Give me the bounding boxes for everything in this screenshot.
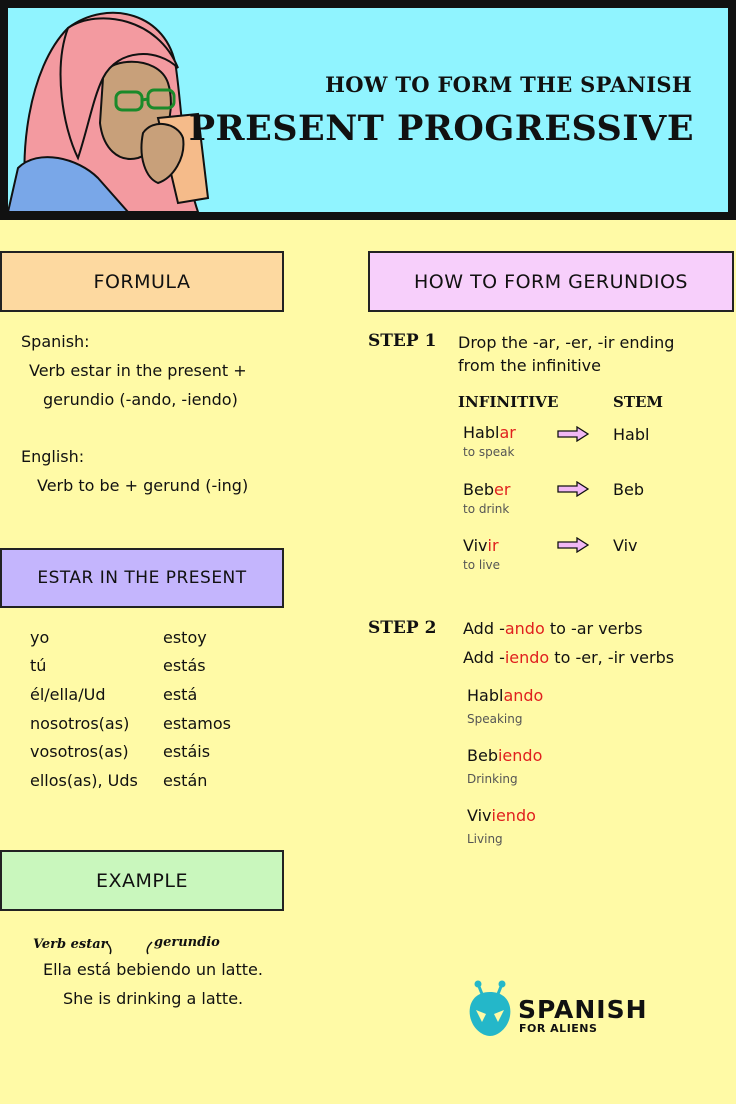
example-heading: EXAMPLE (96, 869, 188, 892)
estar-pronoun: vosotros(as) (30, 742, 129, 761)
infinitive-meaning: to speak (463, 445, 515, 459)
example-spanish: Ella está bebiendo un latte. (43, 960, 263, 979)
gerund-meaning: Living (467, 832, 503, 846)
header-title: PRESENT PROGRESSIVE (188, 108, 694, 149)
infinitive-verb: Hablar (463, 423, 516, 442)
header-panel (8, 8, 728, 212)
gerund-result: Hablando (467, 686, 544, 705)
note-arrow-icon (144, 940, 154, 956)
gerund-meaning: Speaking (467, 712, 523, 726)
step1-line1: Drop the -ar, -er, -ir ending (458, 333, 675, 352)
formula-spanish-line2: gerundio (-ando, -iendo) (43, 390, 238, 409)
header-subtitle: HOW TO FORM THE SPANISH (325, 72, 692, 97)
logo-line1: SPANISH (518, 995, 648, 1024)
estar-form: está (163, 685, 198, 704)
formula-heading-box (0, 251, 284, 312)
formula-heading: FORMULA (93, 270, 191, 293)
step1-label: STEP 1 (368, 331, 437, 351)
infinitive-meaning: to live (463, 558, 501, 572)
estar-pronoun: ellos(as), Uds (30, 771, 138, 790)
alien-logo-icon (466, 980, 514, 1040)
estar-pronoun: tú (30, 656, 47, 675)
right-arrow-icon (557, 537, 589, 553)
estar-pronoun: yo (30, 628, 50, 647)
stem-value: Habl (613, 425, 650, 444)
estar-form: estás (163, 656, 206, 675)
step2-line2: Add -iendo to -er, -ir verbs (463, 648, 675, 667)
stem-column-header: STEM (613, 393, 664, 411)
logo-line2: FOR ALIENS (519, 1022, 598, 1035)
stem-value: Beb (613, 480, 644, 499)
estar-pronoun: él/ella/Ud (30, 685, 106, 704)
estar-form: estamos (163, 714, 231, 733)
header-banner (0, 0, 736, 220)
infinitive-meaning: to drink (463, 502, 510, 516)
step2-label: STEP 2 (368, 618, 437, 638)
example-note-estar: Verb estar (33, 937, 108, 952)
gerundios-heading: HOW TO FORM GERUNDIOS (414, 270, 688, 293)
estar-form: estoy (163, 628, 207, 647)
formula-english-label: English: (21, 447, 85, 466)
right-arrow-icon (557, 481, 589, 497)
example-english: She is drinking a latte. (63, 989, 244, 1008)
note-arrow-icon (104, 940, 116, 956)
example-note-gerundio: gerundio (154, 935, 220, 950)
formula-spanish-line1: Verb estar in the present + (29, 361, 247, 380)
estar-form: estáis (163, 742, 211, 761)
estar-pronoun: nosotros(as) (30, 714, 130, 733)
gerund-result: Viviendo (467, 806, 536, 825)
infinitive-column-header: INFINITIVE (458, 393, 559, 411)
infinitive-verb: Beber (463, 480, 511, 499)
gerund-result: Bebiendo (467, 746, 543, 765)
stem-value: Viv (613, 536, 638, 555)
formula-english-line: Verb to be + gerund (-ing) (37, 476, 249, 495)
formula-spanish-label: Spanish: (21, 332, 90, 351)
infinitive-verb: Vivir (463, 536, 499, 555)
example-heading-box (0, 850, 284, 911)
gerundios-heading-box (368, 251, 734, 312)
gerund-meaning: Drinking (467, 772, 518, 786)
estar-heading: ESTAR IN THE PRESENT (37, 568, 247, 588)
estar-heading-box (0, 548, 284, 608)
step1-line2: from the infinitive (458, 356, 601, 375)
step2-line1: Add -ando to -ar verbs (463, 619, 643, 638)
estar-form: están (163, 771, 208, 790)
right-arrow-icon (557, 426, 589, 442)
